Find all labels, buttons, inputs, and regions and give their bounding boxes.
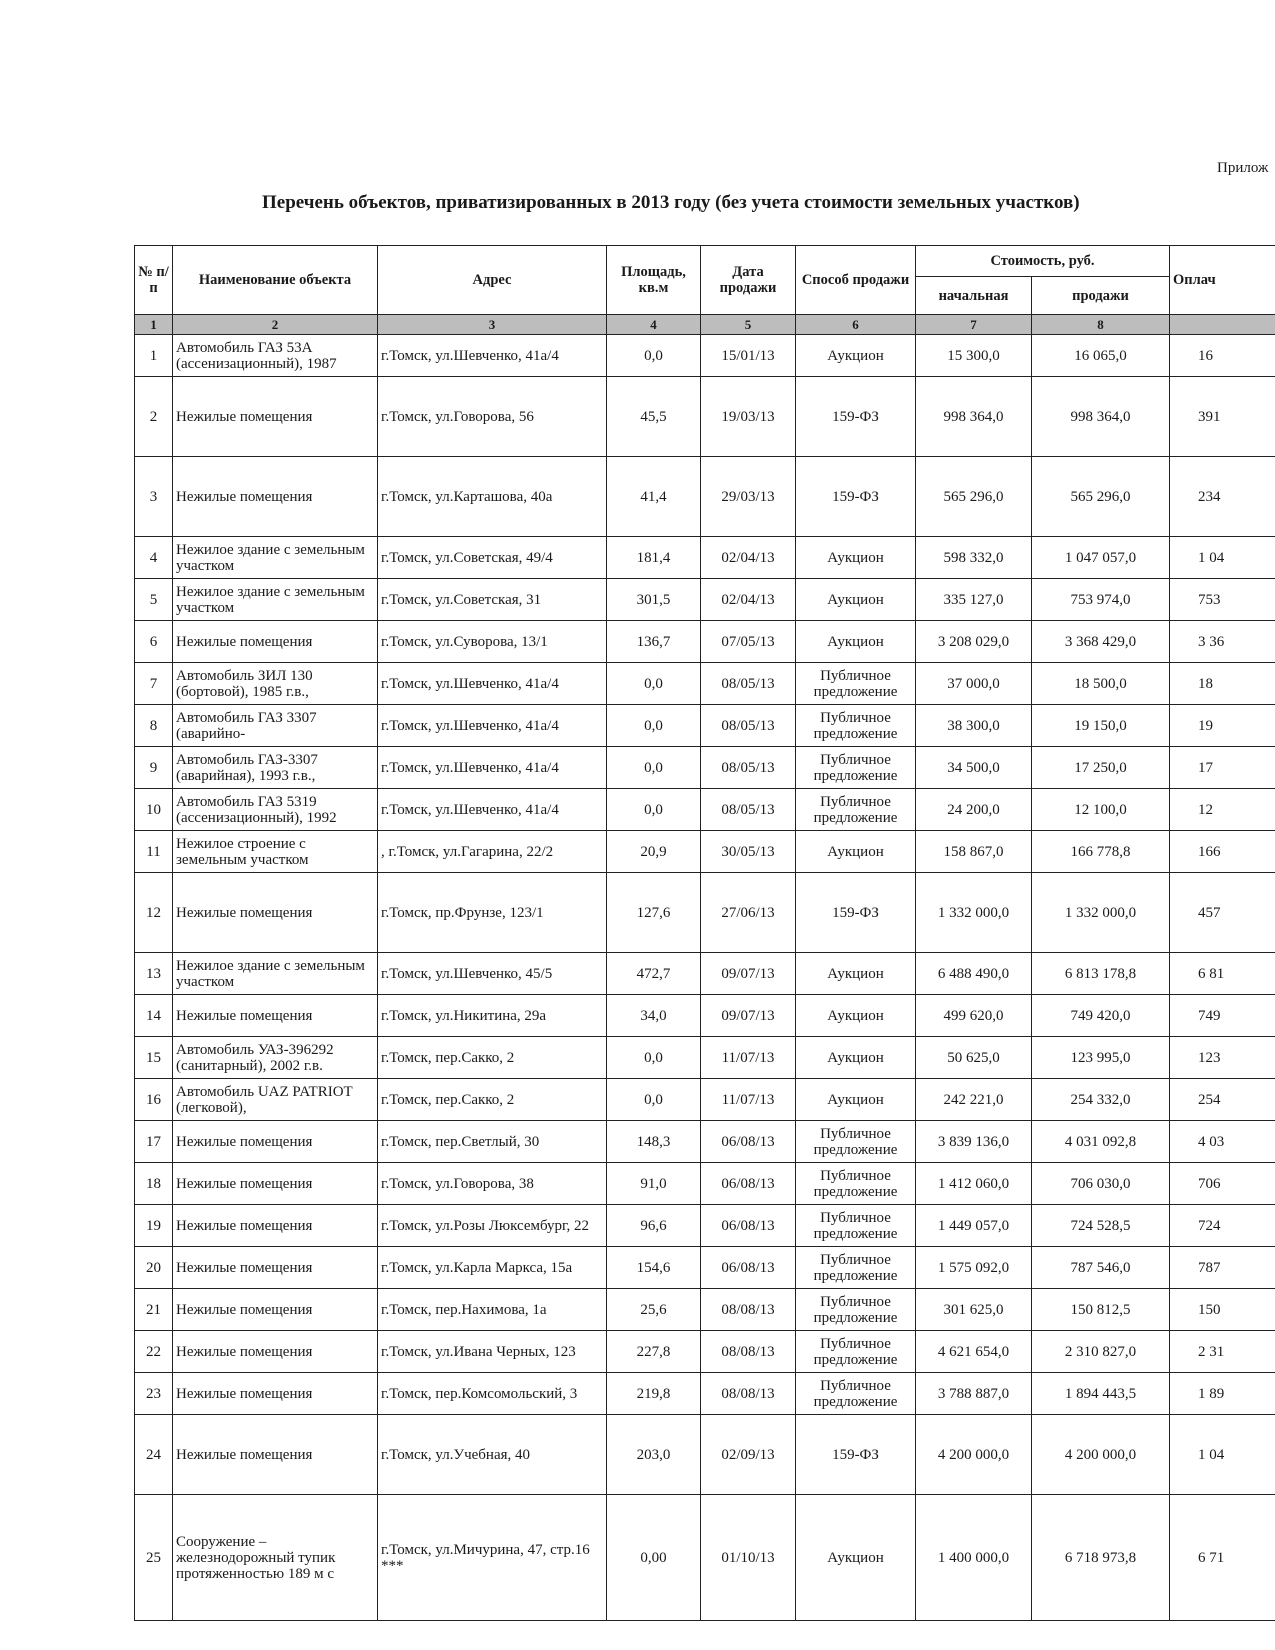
initial-cost-cell: 34 500,0 <box>916 747 1032 789</box>
object-name-cell: Нежилые помещения <box>173 1373 378 1415</box>
table-row <box>135 663 1275 705</box>
sale-cost-cell: 17 250,0 <box>1032 747 1170 789</box>
object-name-cell: Нежилые помещения <box>173 457 378 537</box>
paid-cell: 234 <box>1170 457 1275 537</box>
paid-cell: 787 <box>1170 1247 1275 1289</box>
row-number-cell: 14 <box>135 995 173 1037</box>
column-number-cell: 8 <box>1032 315 1170 335</box>
sale-date-cell: 29/03/13 <box>701 457 796 537</box>
sale-cost-cell: 4 031 092,8 <box>1032 1121 1170 1163</box>
area-cell: 34,0 <box>607 995 701 1037</box>
sale-method-cell: Публичное предложение <box>796 1247 916 1289</box>
sale-method-cell: Публичное предложение <box>796 789 916 831</box>
table-row <box>135 1247 1275 1289</box>
initial-cost-cell: 998 364,0 <box>916 377 1032 457</box>
sale-method-cell: Публичное предложение <box>796 1373 916 1415</box>
initial-cost-cell: 37 000,0 <box>916 663 1032 705</box>
table-row <box>135 621 1275 663</box>
initial-cost-cell: 1 449 057,0 <box>916 1205 1032 1247</box>
address-cell: г.Томск, ул.Карташова, 40а <box>378 457 607 537</box>
row-number-cell: 15 <box>135 1037 173 1079</box>
sale-method-cell: Публичное предложение <box>796 663 916 705</box>
row-number-cell: 5 <box>135 579 173 621</box>
sale-cost-cell: 6 718 973,8 <box>1032 1495 1170 1621</box>
object-name-cell: Нежилые помещения <box>173 1205 378 1247</box>
table-row <box>135 1205 1275 1247</box>
sale-method-cell: 159-ФЗ <box>796 377 916 457</box>
row-number-cell: 2 <box>135 377 173 457</box>
row-number-cell: 11 <box>135 831 173 873</box>
column-number-cell: 7 <box>916 315 1032 335</box>
sale-cost-cell: 724 528,5 <box>1032 1205 1170 1247</box>
object-name-cell: Нежилые помещения <box>173 1121 378 1163</box>
paid-cell: 4 03 <box>1170 1121 1275 1163</box>
sale-date-cell: 08/08/13 <box>701 1289 796 1331</box>
sale-date-cell: 08/05/13 <box>701 789 796 831</box>
paid-cell: 1 04 <box>1170 537 1275 579</box>
table-row <box>135 1121 1275 1163</box>
table-row <box>135 705 1275 747</box>
initial-cost-cell: 565 296,0 <box>916 457 1032 537</box>
paid-cell: 6 71 <box>1170 1495 1275 1621</box>
paid-cell: 12 <box>1170 789 1275 831</box>
table-row <box>135 457 1275 537</box>
address-cell: г.Томск, ул.Шевченко, 41а/4 <box>378 335 607 377</box>
paid-cell: 2 31 <box>1170 1331 1275 1373</box>
table-row <box>135 1037 1275 1079</box>
table-row <box>135 1495 1275 1621</box>
col-header-cost-sale: продажи <box>1032 277 1170 315</box>
row-number-cell: 25 <box>135 1495 173 1621</box>
paid-cell: 1 89 <box>1170 1373 1275 1415</box>
sale-date-cell: 09/07/13 <box>701 953 796 995</box>
area-cell: 227,8 <box>607 1331 701 1373</box>
object-name-cell: Нежилые помещения <box>173 995 378 1037</box>
sale-cost-cell: 787 546,0 <box>1032 1247 1170 1289</box>
area-cell: 0,0 <box>607 789 701 831</box>
row-number-cell: 24 <box>135 1415 173 1495</box>
col-header-date: Дата продажи <box>701 246 796 315</box>
address-cell: г.Томск, ул.Шевченко, 41а/4 <box>378 705 607 747</box>
sale-method-cell: Публичное предложение <box>796 747 916 789</box>
table-row <box>135 953 1275 995</box>
initial-cost-cell: 158 867,0 <box>916 831 1032 873</box>
object-name-cell: Автомобиль ГАЗ-3307 (аварийная), 1993 г.в., <box>173 747 378 789</box>
sale-date-cell: 06/08/13 <box>701 1247 796 1289</box>
address-cell: г.Томск, пер.Нахимова, 1а <box>378 1289 607 1331</box>
row-number-cell: 16 <box>135 1079 173 1121</box>
object-name-cell: Нежилые помещения <box>173 873 378 953</box>
row-number-cell: 23 <box>135 1373 173 1415</box>
row-number-cell: 8 <box>135 705 173 747</box>
address-cell: г.Томск, пер.Сакко, 2 <box>378 1079 607 1121</box>
initial-cost-cell: 3 788 887,0 <box>916 1373 1032 1415</box>
sale-cost-cell: 998 364,0 <box>1032 377 1170 457</box>
table-row <box>135 747 1275 789</box>
column-number-cell: 1 <box>135 315 173 335</box>
address-cell: г.Томск, пр.Фрунзе, 123/1 <box>378 873 607 953</box>
object-name-cell: Автомобиль UAZ PATRIOT (легковой), <box>173 1079 378 1121</box>
sale-date-cell: 09/07/13 <box>701 995 796 1037</box>
sale-cost-cell: 6 813 178,8 <box>1032 953 1170 995</box>
paid-cell: 3 36 <box>1170 621 1275 663</box>
address-cell: г.Томск, ул.Шевченко, 45/5 <box>378 953 607 995</box>
initial-cost-cell: 4 621 654,0 <box>916 1331 1032 1373</box>
col-header-method: Способ продажи <box>796 246 916 315</box>
table-row <box>135 1373 1275 1415</box>
col-header-cost-group: Стоимость, руб. <box>916 246 1170 277</box>
document-title: Перечень объектов, приватизированных в 2013 году (без учета стоимости земельных участков) <box>262 192 1080 213</box>
table-row <box>135 1331 1275 1373</box>
sale-cost-cell: 150 812,5 <box>1032 1289 1170 1331</box>
sale-method-cell: 159-ФЗ <box>796 1415 916 1495</box>
paid-cell: 254 <box>1170 1079 1275 1121</box>
sale-date-cell: 30/05/13 <box>701 831 796 873</box>
object-name-cell: Автомобиль ЗИЛ 130 (бортовой), 1985 г.в., <box>173 663 378 705</box>
row-number-cell: 18 <box>135 1163 173 1205</box>
sale-cost-cell: 753 974,0 <box>1032 579 1170 621</box>
table-row <box>135 789 1275 831</box>
object-name-cell: Нежилые помещения <box>173 1415 378 1495</box>
address-cell: г.Томск, ул.Говорова, 56 <box>378 377 607 457</box>
area-cell: 0,0 <box>607 747 701 789</box>
sale-method-cell: Аукцион <box>796 831 916 873</box>
object-name-cell: Нежилые помещения <box>173 1247 378 1289</box>
column-number-cell: 2 <box>173 315 378 335</box>
address-cell: г.Томск, пер.Сакко, 2 <box>378 1037 607 1079</box>
initial-cost-cell: 4 200 000,0 <box>916 1415 1032 1495</box>
address-cell: г.Томск, пер.Комсомольский, 3 <box>378 1373 607 1415</box>
sale-method-cell: Аукцион <box>796 537 916 579</box>
address-cell: г.Томск, ул.Говорова, 38 <box>378 1163 607 1205</box>
table-row <box>135 995 1275 1037</box>
table-row <box>135 1415 1275 1495</box>
paid-cell: 6 81 <box>1170 953 1275 995</box>
table-container <box>134 245 1275 1650</box>
area-cell: 0,0 <box>607 335 701 377</box>
row-number-cell: 19 <box>135 1205 173 1247</box>
address-cell: г.Томск, ул.Шевченко, 41а/4 <box>378 663 607 705</box>
paid-cell: 19 <box>1170 705 1275 747</box>
table-row <box>135 873 1275 953</box>
row-number-cell: 21 <box>135 1289 173 1331</box>
sale-date-cell: 11/07/13 <box>701 1037 796 1079</box>
sale-date-cell: 06/08/13 <box>701 1121 796 1163</box>
row-number-cell: 20 <box>135 1247 173 1289</box>
paid-cell: 18 <box>1170 663 1275 705</box>
area-cell: 203,0 <box>607 1415 701 1495</box>
row-number-cell: 9 <box>135 747 173 789</box>
address-cell: г.Томск, ул.Ивана Черных, 123 <box>378 1331 607 1373</box>
initial-cost-cell: 38 300,0 <box>916 705 1032 747</box>
sale-method-cell: Аукцион <box>796 335 916 377</box>
address-cell: г.Томск, ул.Советская, 49/4 <box>378 537 607 579</box>
area-cell: 0,00 <box>607 1495 701 1621</box>
sale-date-cell: 08/08/13 <box>701 1331 796 1373</box>
sale-date-cell: 19/03/13 <box>701 377 796 457</box>
appendix-label: Прилож <box>1217 160 1269 176</box>
column-number-cell: 6 <box>796 315 916 335</box>
row-number-cell: 7 <box>135 663 173 705</box>
row-number-cell: 6 <box>135 621 173 663</box>
sale-cost-cell: 2 310 827,0 <box>1032 1331 1170 1373</box>
address-cell: г.Томск, ул.Никитина, 29а <box>378 995 607 1037</box>
address-cell: г.Томск, ул.Учебная, 40 <box>378 1415 607 1495</box>
area-cell: 0,0 <box>607 1037 701 1079</box>
initial-cost-cell: 24 200,0 <box>916 789 1032 831</box>
sale-date-cell: 15/01/13 <box>701 335 796 377</box>
initial-cost-cell: 598 332,0 <box>916 537 1032 579</box>
address-cell: г.Томск, ул.Суворова, 13/1 <box>378 621 607 663</box>
area-cell: 219,8 <box>607 1373 701 1415</box>
sale-cost-cell: 166 778,8 <box>1032 831 1170 873</box>
table-row <box>135 579 1275 621</box>
col-header-name: Наименование объекта <box>173 246 378 315</box>
object-name-cell: Автомобиль ГАЗ 5319 (ассенизационный), 1992 <box>173 789 378 831</box>
column-number-cell <box>1170 315 1275 335</box>
paid-cell: 17 <box>1170 747 1275 789</box>
table-row <box>135 335 1275 377</box>
address-cell: г.Томск, ул.Мичурина, 47, стр.16 *** <box>378 1495 607 1621</box>
object-name-cell: Нежилые помещения <box>173 621 378 663</box>
object-name-cell: Сооружение – железнодорожный тупик протяженностью 189 м с <box>173 1495 378 1621</box>
sale-method-cell: 159-ФЗ <box>796 873 916 953</box>
privatization-table <box>134 245 1275 1621</box>
initial-cost-cell: 3 208 029,0 <box>916 621 1032 663</box>
initial-cost-cell: 1 575 092,0 <box>916 1247 1032 1289</box>
address-cell: г.Томск, ул.Карла Маркса, 15а <box>378 1247 607 1289</box>
object-name-cell: Нежилые помещения <box>173 1163 378 1205</box>
sale-cost-cell: 1 894 443,5 <box>1032 1373 1170 1415</box>
sale-method-cell: 159-ФЗ <box>796 457 916 537</box>
object-name-cell: Автомобиль ГАЗ 53А (ассенизационный), 1987 <box>173 335 378 377</box>
sale-cost-cell: 18 500,0 <box>1032 663 1170 705</box>
sale-date-cell: 27/06/13 <box>701 873 796 953</box>
sale-cost-cell: 1 047 057,0 <box>1032 537 1170 579</box>
table-row <box>135 831 1275 873</box>
col-header-cost-initial: начальная <box>916 277 1032 315</box>
object-name-cell: Нежилые помещения <box>173 1289 378 1331</box>
sale-date-cell: 08/05/13 <box>701 747 796 789</box>
table-row <box>135 1289 1275 1331</box>
column-number-row <box>135 315 1275 335</box>
sale-date-cell: 08/05/13 <box>701 663 796 705</box>
paid-cell: 706 <box>1170 1163 1275 1205</box>
paid-cell: 16 <box>1170 335 1275 377</box>
area-cell: 0,0 <box>607 663 701 705</box>
paid-cell: 457 <box>1170 873 1275 953</box>
col-header-area: Площадь, кв.м <box>607 246 701 315</box>
row-number-cell: 12 <box>135 873 173 953</box>
address-cell: , г.Томск, ул.Гагарина, 22/2 <box>378 831 607 873</box>
object-name-cell: Автомобиль ГАЗ 3307 (аварийно- <box>173 705 378 747</box>
initial-cost-cell: 499 620,0 <box>916 995 1032 1037</box>
table-row <box>135 377 1275 457</box>
sale-cost-cell: 254 332,0 <box>1032 1079 1170 1121</box>
sale-method-cell: Публичное предложение <box>796 705 916 747</box>
col-header-no: № п/п <box>135 246 173 315</box>
table-row <box>135 1163 1275 1205</box>
sale-cost-cell: 16 065,0 <box>1032 335 1170 377</box>
column-number-cell: 4 <box>607 315 701 335</box>
sale-method-cell: Публичное предложение <box>796 1331 916 1373</box>
sale-date-cell: 02/09/13 <box>701 1415 796 1495</box>
address-cell: г.Томск, ул.Шевченко, 41а/4 <box>378 747 607 789</box>
paid-cell: 753 <box>1170 579 1275 621</box>
sale-date-cell: 02/04/13 <box>701 537 796 579</box>
paid-cell: 150 <box>1170 1289 1275 1331</box>
initial-cost-cell: 15 300,0 <box>916 335 1032 377</box>
sale-cost-cell: 4 200 000,0 <box>1032 1415 1170 1495</box>
paid-cell: 724 <box>1170 1205 1275 1247</box>
area-cell: 25,6 <box>607 1289 701 1331</box>
table-row <box>135 1079 1275 1121</box>
table-body <box>135 335 1275 1621</box>
object-name-cell: Нежилое здание с земельным участком <box>173 953 378 995</box>
sale-cost-cell: 3 368 429,0 <box>1032 621 1170 663</box>
sale-method-cell: Аукцион <box>796 1495 916 1621</box>
sale-cost-cell: 19 150,0 <box>1032 705 1170 747</box>
sale-cost-cell: 123 995,0 <box>1032 1037 1170 1079</box>
header-row <box>135 246 1275 277</box>
column-number-cell: 5 <box>701 315 796 335</box>
paid-cell: 391 <box>1170 377 1275 457</box>
area-cell: 0,0 <box>607 705 701 747</box>
address-cell: г.Томск, пер.Светлый, 30 <box>378 1121 607 1163</box>
col-header-address: Адрес <box>378 246 607 315</box>
paid-cell: 123 <box>1170 1037 1275 1079</box>
sale-method-cell: Аукцион <box>796 579 916 621</box>
sale-date-cell: 08/08/13 <box>701 1373 796 1415</box>
sale-method-cell: Аукцион <box>796 953 916 995</box>
paid-cell: 166 <box>1170 831 1275 873</box>
table-row <box>135 537 1275 579</box>
initial-cost-cell: 1 332 000,0 <box>916 873 1032 953</box>
object-name-cell: Нежилое здание с земельным участком <box>173 579 378 621</box>
row-number-cell: 3 <box>135 457 173 537</box>
sale-date-cell: 01/10/13 <box>701 1495 796 1621</box>
row-number-cell: 4 <box>135 537 173 579</box>
address-cell: г.Томск, ул.Советская, 31 <box>378 579 607 621</box>
initial-cost-cell: 1 400 000,0 <box>916 1495 1032 1621</box>
initial-cost-cell: 335 127,0 <box>916 579 1032 621</box>
area-cell: 301,5 <box>607 579 701 621</box>
initial-cost-cell: 242 221,0 <box>916 1079 1032 1121</box>
area-cell: 0,0 <box>607 1079 701 1121</box>
sale-cost-cell: 749 420,0 <box>1032 995 1170 1037</box>
object-name-cell: Нежилое здание с земельным участком <box>173 537 378 579</box>
area-cell: 45,5 <box>607 377 701 457</box>
initial-cost-cell: 1 412 060,0 <box>916 1163 1032 1205</box>
sale-method-cell: Аукцион <box>796 1079 916 1121</box>
area-cell: 41,4 <box>607 457 701 537</box>
sale-method-cell: Аукцион <box>796 621 916 663</box>
address-cell: г.Томск, ул.Розы Люксембург, 22 <box>378 1205 607 1247</box>
sale-method-cell: Публичное предложение <box>796 1289 916 1331</box>
object-name-cell: Нежилые помещения <box>173 377 378 457</box>
area-cell: 91,0 <box>607 1163 701 1205</box>
col-header-paid: Оплач <box>1170 246 1275 315</box>
sale-method-cell: Публичное предложение <box>796 1121 916 1163</box>
area-cell: 154,6 <box>607 1247 701 1289</box>
row-number-cell: 1 <box>135 335 173 377</box>
sale-method-cell: Аукцион <box>796 995 916 1037</box>
paid-cell: 1 04 <box>1170 1415 1275 1495</box>
area-cell: 96,6 <box>607 1205 701 1247</box>
initial-cost-cell: 6 488 490,0 <box>916 953 1032 995</box>
initial-cost-cell: 301 625,0 <box>916 1289 1032 1331</box>
area-cell: 136,7 <box>607 621 701 663</box>
area-cell: 472,7 <box>607 953 701 995</box>
area-cell: 181,4 <box>607 537 701 579</box>
sale-cost-cell: 565 296,0 <box>1032 457 1170 537</box>
row-number-cell: 17 <box>135 1121 173 1163</box>
sale-cost-cell: 12 100,0 <box>1032 789 1170 831</box>
object-name-cell: Нежилое строение с земельным участком <box>173 831 378 873</box>
paid-cell: 749 <box>1170 995 1275 1037</box>
column-number-cell: 3 <box>378 315 607 335</box>
object-name-cell: Нежилые помещения <box>173 1331 378 1373</box>
sale-date-cell: 07/05/13 <box>701 621 796 663</box>
object-name-cell: Автомобиль УАЗ-396292 (санитарный), 2002 г.в. <box>173 1037 378 1079</box>
sale-date-cell: 11/07/13 <box>701 1079 796 1121</box>
area-cell: 127,6 <box>607 873 701 953</box>
initial-cost-cell: 50 625,0 <box>916 1037 1032 1079</box>
sale-date-cell: 06/08/13 <box>701 1205 796 1247</box>
row-number-cell: 13 <box>135 953 173 995</box>
sale-method-cell: Публичное предложение <box>796 1205 916 1247</box>
sale-date-cell: 06/08/13 <box>701 1163 796 1205</box>
initial-cost-cell: 3 839 136,0 <box>916 1121 1032 1163</box>
sale-method-cell: Аукцион <box>796 1037 916 1079</box>
area-cell: 20,9 <box>607 831 701 873</box>
row-number-cell: 22 <box>135 1331 173 1373</box>
sale-cost-cell: 706 030,0 <box>1032 1163 1170 1205</box>
area-cell: 148,3 <box>607 1121 701 1163</box>
sale-date-cell: 08/05/13 <box>701 705 796 747</box>
sale-date-cell: 02/04/13 <box>701 579 796 621</box>
row-number-cell: 10 <box>135 789 173 831</box>
sale-cost-cell: 1 332 000,0 <box>1032 873 1170 953</box>
sale-method-cell: Публичное предложение <box>796 1163 916 1205</box>
address-cell: г.Томск, ул.Шевченко, 41а/4 <box>378 789 607 831</box>
